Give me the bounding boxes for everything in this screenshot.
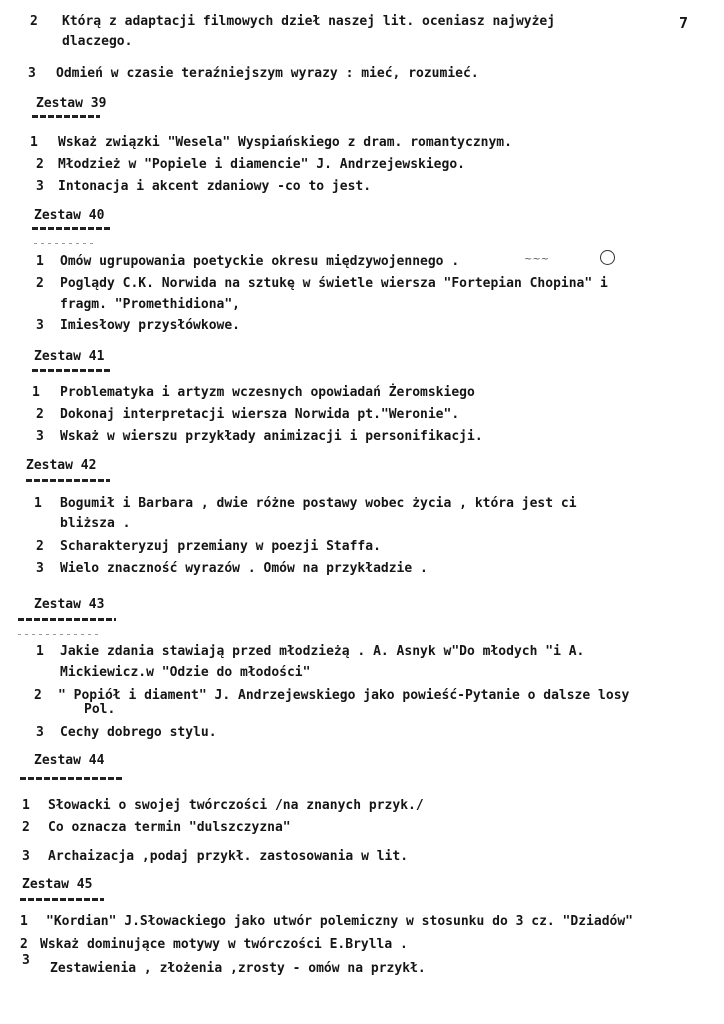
item-text: Wskaż dominujące motywy w twórczości E.Brylla . bbox=[40, 937, 408, 952]
item-text: Mickiewicz.w "Odzie do młodości" bbox=[60, 665, 311, 680]
item-number: 1 bbox=[34, 496, 42, 511]
title-underline bbox=[26, 479, 110, 482]
item-text: " Popiół i diament" J. Andrzejewskiego jako powieść-Pytanie o dalsze losy bbox=[58, 688, 630, 703]
set-title: Zestaw 43 bbox=[34, 597, 105, 612]
item-number: 2 bbox=[34, 688, 42, 703]
item-text: Cechy dobrego stylu. bbox=[60, 725, 217, 740]
item-text: Co oznacza termin "dulszczyzna" bbox=[48, 820, 291, 835]
dotted-line bbox=[18, 634, 98, 635]
item-text: dlaczego. bbox=[62, 34, 133, 49]
item-number: 3 bbox=[22, 849, 30, 864]
title-underline bbox=[32, 369, 110, 372]
item-number: 3 bbox=[36, 429, 44, 444]
item-text: Poglądy C.K. Norwida na sztukę w świetle wiersza "Fortepian Chopina" i bbox=[60, 276, 608, 291]
item-number: 2 bbox=[22, 820, 30, 835]
handwritten-circle-mark bbox=[600, 250, 615, 265]
item-text: fragm. "Promethidiona", bbox=[60, 297, 241, 312]
set-title: Zestaw 44 bbox=[34, 753, 105, 768]
item-text: Jakie zdania stawiają przed młodzieżą . A. Asnyk w"Do młodych "i A. bbox=[60, 644, 585, 659]
item-number: 2 bbox=[20, 937, 28, 952]
item-number: 2 bbox=[36, 276, 44, 291]
item-text: Którą z adaptacji filmowych dzieł naszej lit. oceniasz najwyżej bbox=[62, 14, 556, 29]
set-title: Zestaw 40 bbox=[34, 208, 105, 223]
item-text: Archaizacja ,podaj przykł. zastosowania w lit. bbox=[48, 849, 409, 864]
set-title: Zestaw 45 bbox=[22, 877, 93, 892]
item-text: Scharakteryzuj przemiany w poezji Staffa. bbox=[60, 539, 381, 554]
item-text: Odmień w czasie teraźniejszym wyrazy : mieć, rozumieć. bbox=[56, 66, 479, 81]
item-number: 3 bbox=[22, 953, 30, 968]
title-underline bbox=[20, 777, 124, 780]
dotted-line bbox=[34, 243, 96, 244]
item-number: 2 bbox=[30, 14, 38, 29]
item-text: Problematyka i artyzm wczesnych opowiadań Żeromskiego bbox=[60, 385, 475, 400]
title-underline bbox=[32, 115, 100, 118]
item-number: 2 bbox=[36, 407, 44, 422]
item-number: 1 bbox=[32, 385, 40, 400]
item-text: "Kordian" J.Słowackiego jako utwór polemiczny w stosunku do 3 cz. "Dziadów" bbox=[46, 914, 633, 929]
item-number: 3 bbox=[28, 66, 36, 81]
item-number: 3 bbox=[36, 725, 44, 740]
title-underline bbox=[32, 227, 110, 230]
item-text: Bogumił i Barbara , dwie różne postawy wobec życia , która jest ci bbox=[60, 496, 577, 511]
item-number: 1 bbox=[22, 798, 30, 813]
item-text: Wskaż w wierszu przykłady animizacji i personifikacji. bbox=[60, 429, 483, 444]
item-text: Wskaż związki "Wesela" Wyspiańskiego z dram. romantycznym. bbox=[58, 135, 512, 150]
title-underline bbox=[20, 898, 104, 901]
item-number: 3 bbox=[36, 179, 44, 194]
item-number: 3 bbox=[36, 318, 44, 333]
set-title: Zestaw 41 bbox=[34, 349, 105, 364]
title-underline bbox=[18, 618, 116, 621]
item-number: 1 bbox=[36, 254, 44, 269]
item-text: Wielo znaczność wyrazów . Omów na przykładzie . bbox=[60, 561, 428, 576]
item-text: Dokonaj interpretacji wiersza Norwida pt."Weronie". bbox=[60, 407, 460, 422]
handwritten-note: ~~~ bbox=[524, 254, 550, 265]
item-number: 1 bbox=[36, 644, 44, 659]
item-text: Pol. bbox=[84, 702, 116, 717]
set-title: Zestaw 42 bbox=[26, 458, 97, 473]
item-number: 1 bbox=[30, 135, 38, 150]
item-number: 2 bbox=[36, 157, 44, 172]
item-number: 2 bbox=[36, 539, 44, 554]
item-number: 1 bbox=[20, 914, 28, 929]
set-title: Zestaw 39 bbox=[36, 96, 107, 111]
item-text: Młodzież w "Popiele i diamencie" J. Andrzejewskiego. bbox=[58, 157, 465, 172]
page-number: 7 bbox=[679, 14, 689, 32]
item-text: bliższa . bbox=[60, 516, 131, 531]
item-text: Zestawienia , złożenia ,zrosty - omów na przykł. bbox=[50, 961, 426, 976]
item-text: Intonacja i akcent zdaniowy -co to jest. bbox=[58, 179, 372, 194]
item-text: Imiesłowy przysłówkowe. bbox=[60, 318, 241, 333]
item-text: Słowacki o swojej twórczości /na znanych przyk./ bbox=[48, 798, 424, 813]
item-text: Omów ugrupowania poetyckie okresu międzywojennego . bbox=[60, 254, 460, 269]
item-number: 3 bbox=[36, 561, 44, 576]
